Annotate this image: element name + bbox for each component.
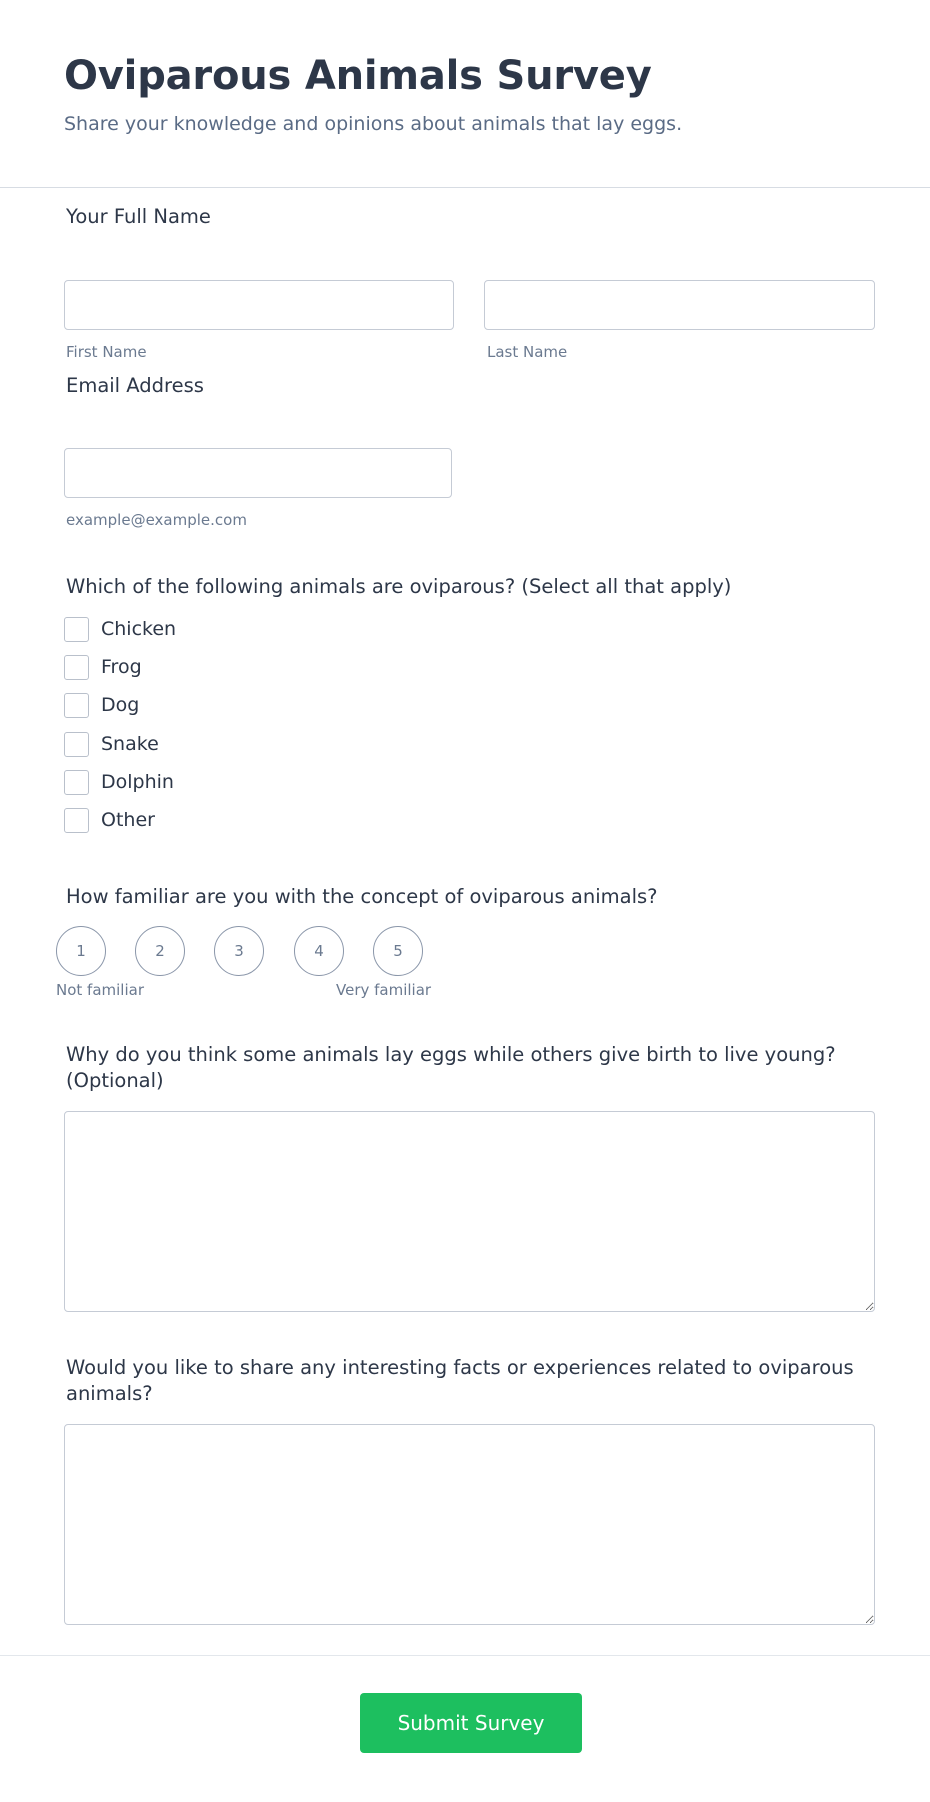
last-name-sublabel: Last Name	[487, 343, 568, 361]
rating-option-4[interactable]: 4	[294, 926, 344, 976]
email-input[interactable]	[64, 448, 452, 498]
rating-option-3[interactable]: 3	[214, 926, 264, 976]
why-answer-textarea[interactable]	[64, 1111, 875, 1312]
checkbox-option-snake[interactable]	[64, 731, 159, 757]
facts-question-label: Would you like to share any interesting facts or experiences related to oviparous animals?	[66, 1356, 854, 1405]
checkbox-option-dolphin[interactable]	[64, 769, 174, 795]
why-question-label: Why do you think some animals lay eggs while others give birth to live young? (Optional)	[66, 1043, 836, 1092]
submit-survey-button[interactable]: Submit Survey	[360, 1693, 582, 1753]
checkbox[interactable]	[64, 617, 89, 642]
rating-max-label: Very familiar	[336, 981, 432, 999]
checkbox-option-dog[interactable]	[64, 692, 139, 718]
checkbox-label: Other	[101, 809, 155, 831]
checkbox[interactable]	[64, 693, 89, 718]
familiarity-question-label: How familiar are you with the concept of oviparous animals?	[66, 885, 658, 908]
first-name-input[interactable]	[64, 280, 454, 330]
rating-min-label: Not familiar	[56, 981, 144, 999]
full-name-label: Your Full Name	[66, 205, 211, 228]
rating-option-2[interactable]: 2	[135, 926, 185, 976]
checkbox-label: Dog	[101, 694, 140, 716]
checkbox[interactable]	[64, 808, 89, 833]
first-name-sublabel: First Name	[66, 343, 147, 361]
last-name-input[interactable]	[484, 280, 875, 330]
checkbox-option-frog[interactable]	[64, 654, 142, 680]
checkbox-label: Snake	[101, 733, 159, 755]
email-label: Email Address	[66, 374, 204, 397]
email-hint: example@example.com	[66, 511, 247, 529]
checkbox[interactable]	[64, 655, 89, 680]
rating-option-5[interactable]: 5	[373, 926, 423, 976]
footer-divider	[0, 1655, 930, 1656]
rating-option-1[interactable]: 1	[56, 926, 106, 976]
checkbox-label: Chicken	[101, 618, 177, 640]
page-title: Oviparous Animals Survey	[64, 53, 652, 99]
animals-question-label: Which of the following animals are oviparous? (Select all that apply)	[66, 575, 732, 598]
page-subtitle: Share your knowledge and opinions about animals that lay eggs.	[64, 113, 683, 135]
facts-answer-textarea[interactable]	[64, 1424, 875, 1625]
checkbox[interactable]	[64, 770, 89, 795]
checkbox-label: Dolphin	[101, 771, 174, 793]
checkbox[interactable]	[64, 732, 89, 757]
checkbox-label: Frog	[101, 656, 142, 678]
checkbox-option-chicken[interactable]	[64, 616, 176, 642]
checkbox-option-other[interactable]	[64, 807, 155, 833]
survey-header	[0, 0, 930, 188]
